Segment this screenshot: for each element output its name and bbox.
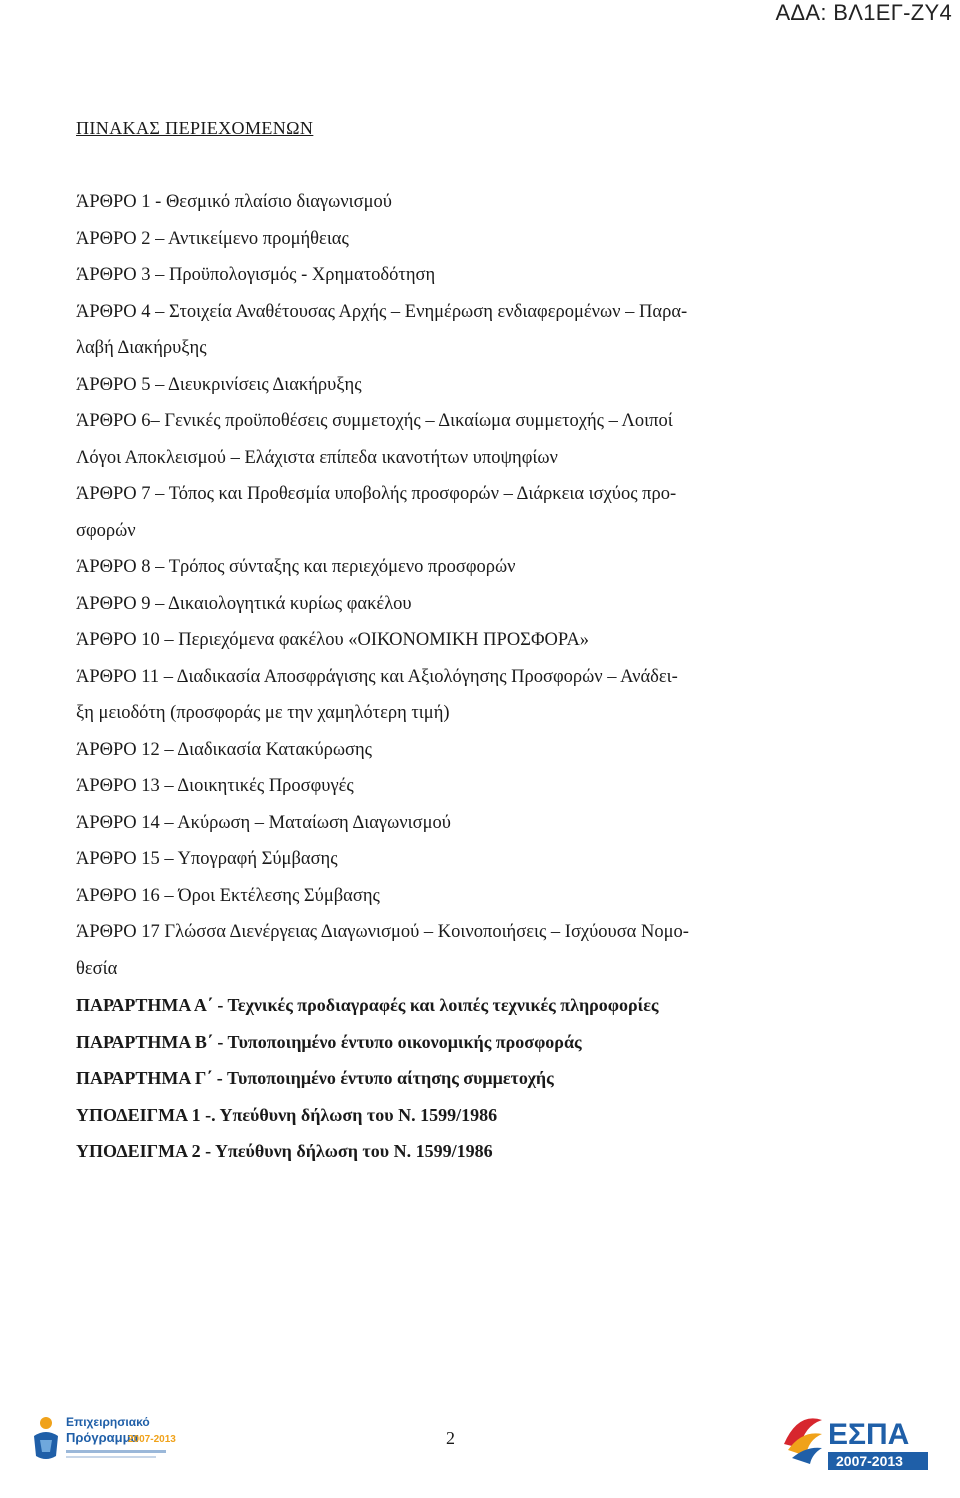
- toc-line: ΆΡΘΡΟ 17 Γλώσσα Διενέργειας Διαγωνισμού – Κοινοποιήσεις – Ισχύουσα Νομο-: [76, 922, 689, 942]
- toc-line: ΆΡΘΡΟ 8 – Τρόπος σύνταξης και περιεχόμενο προσφορών: [76, 557, 516, 577]
- toc-line: ΆΡΘΡΟ 1 - Θεσμικό πλαίσιο διαγωνισμού: [76, 192, 392, 212]
- toc-line: Λόγοι Αποκλεισμού – Ελάχιστα επίπεδα ικανοτήτων υποψηφίων: [76, 447, 558, 468]
- toc-line: ΆΡΘΡΟ 4 – Στοιχεία Αναθέτουσας Αρχής – Ενημέρωση ενδιαφερομένων – Παρα-: [76, 301, 688, 322]
- ada-code: ΑΔΑ: ΒΛ1ΕΓ-ΖΥ4: [775, 0, 952, 25]
- svg-text:Πρόγραμμα: Πρόγραμμα: [66, 1430, 139, 1445]
- toc-line: ΆΡΘΡΟ 5 – Διευκρινίσεις Διακήρυξης: [76, 374, 362, 395]
- toc-line: ΆΡΘΡΟ 16 – Όροι Εκτέλεσης Σύμβασης: [76, 885, 380, 906]
- toc-line: ΆΡΘΡΟ 10 – Περιεχόμενα φακέλου «ΟΙΚΟΝΟΜΙΚΗ ΠΡΟΣΦΟΡΑ»: [76, 630, 590, 650]
- toc-line: ΆΡΘΡΟ 14 – Ακύρωση – Ματαίωση Διαγωνισμού: [76, 812, 451, 833]
- toc-line: ΆΡΘΡΟ 3 – Προϋπολογισμός - Χρηματοδότηση: [76, 265, 436, 285]
- toc-line: ΆΡΘΡΟ 13 – Διοικητικές Προσφυγές: [76, 776, 354, 796]
- toc-line: ΆΡΘΡΟ 12 – Διαδικασία Κατακύρωσης: [76, 739, 372, 760]
- toc-annex-line: ΠΑΡΑΡΤΗΜΑ Γ΄ - Τυποποιημένο έντυπο αίτησης συμμετοχής: [76, 1068, 554, 1088]
- toc-line: ΆΡΘΡΟ 7 – Τόπος και Προθεσμία υποβολής προσφορών – Διάρκεια ισχύος προ-: [76, 484, 677, 504]
- espa-swirl-icon: [784, 1418, 822, 1464]
- svg-text:ΕΣΠΑ: ΕΣΠΑ: [828, 1418, 910, 1451]
- logo-figure-icon: [34, 1417, 58, 1459]
- toc-line: ΆΡΘΡΟ 9 – Δικαιολογητικά κυρίως φακέλου: [76, 593, 412, 614]
- toc-line: ΆΡΘΡΟ 11 – Διαδικασία Αποσφράγισης και Αξιολόγησης Προσφορών – Ανάδει-: [76, 666, 678, 687]
- toc-line: λαβή Διακήρυξης: [76, 338, 207, 358]
- espa-logo: [778, 1404, 938, 1480]
- svg-text:2007-2013: 2007-2013: [128, 1434, 176, 1445]
- toc-list: [76, 184, 846, 1170]
- toc-annex-line: ΥΠΟΔΕΙΓΜΑ 1 -. Υπεύθυνη δήλωση του Ν. 1599/1986: [76, 1104, 498, 1125]
- toc-annex-line: ΠΑΡΑΡΤΗΜΑ Β΄ - Τυποποιημένο έντυπο οικονομικής προσφοράς: [76, 1031, 582, 1052]
- toc-annex-line: ΠΑΡΑΡΤΗΜΑ Α΄ - Τεχνικές προδιαγραφές και λοιπές τεχνικές πληροφορίες: [76, 995, 659, 1015]
- toc-line: θεσία: [76, 958, 118, 979]
- toc-line: ΆΡΘΡΟ 2 – Αντικείμενο προμήθειας: [76, 228, 349, 249]
- operational-programme-logo: [26, 1406, 176, 1476]
- svg-text:Επιχειρησιακό: Επιχειρησιακό: [66, 1415, 150, 1429]
- toc-line: σφορών: [76, 520, 136, 541]
- toc-annex-line: ΥΠΟΔΕΙΓΜΑ 2 - Υπεύθυνη δήλωση του Ν. 1599/1986: [76, 1141, 493, 1161]
- page-title: ΠΙΝΑΚΑΣ ΠΕΡΙΕΧΟΜΕΝΩΝ: [76, 118, 314, 138]
- toc-line: ξη μειοδότη (προσφοράς με την χαμηλότερη τιμή): [76, 703, 450, 723]
- svg-text:2007-2013: 2007-2013: [836, 1453, 903, 1469]
- toc-line: ΆΡΘΡΟ 6– Γενικές προϋποθέσεις συμμετοχής – Δικαίωμα συμμετοχής – Λοιποί: [76, 411, 673, 431]
- toc-line: ΆΡΘΡΟ 15 – Υπογραφή Σύμβασης: [76, 849, 338, 869]
- page-number: 2: [446, 1428, 455, 1448]
